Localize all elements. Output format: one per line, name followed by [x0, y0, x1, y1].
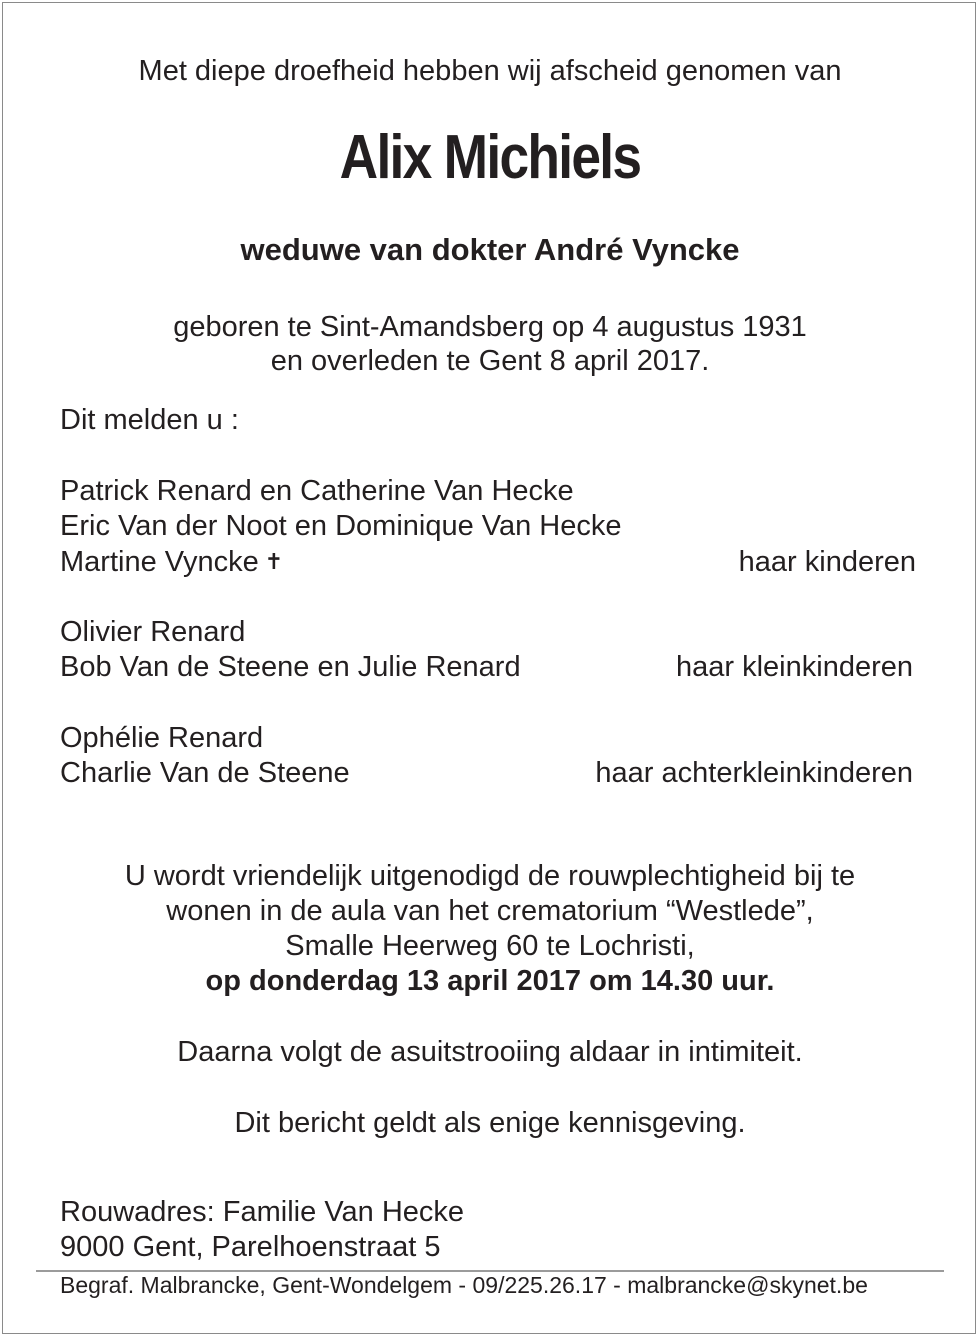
children-relation: haar kinderen [738, 546, 916, 578]
deceased-name: Alix Michiels [339, 123, 641, 192]
address-line: Rouwadres: Familie Van Hecke [60, 1196, 465, 1228]
intro-line: Met diepe droefheid hebben wij afscheid genomen van [138, 55, 842, 87]
invitation-line: Smalle Heerweg 60 te Lochristi, [285, 930, 695, 962]
widow-line: weduwe van dokter André Vyncke [240, 232, 740, 267]
footer-undertaker: Begraf. Malbrancke, Gent-Wondelgem - 09/225.26.17 - malbrancke@skynet.be [60, 1272, 868, 1298]
grandchild-name: Olivier Renard [60, 616, 246, 648]
child-name: Martine Vyncke [60, 546, 259, 578]
ceremony-date: op donderdag 13 april 2017 om 14.30 uur. [205, 965, 775, 997]
great-grandchild-name: Charlie Van de Steene [60, 757, 350, 789]
cross-icon: ✝ [264, 549, 284, 574]
notice-line: Dit bericht geldt als enige kennisgeving. [234, 1107, 746, 1139]
great-grandchildren-relation: haar achterkleinkinderen [595, 757, 913, 789]
grandchildren-relation: haar kleinkinderen [676, 651, 913, 683]
announcers-intro: Dit melden u : [60, 404, 239, 436]
invitation-line: U wordt vriendelijk uitgenodigd de rouwplechtigheid bij te [124, 860, 856, 892]
address-line: 9000 Gent, Parelhoenstraat 5 [60, 1231, 441, 1263]
child-name-deceased [60, 545, 283, 581]
child-name: Eric Van der Noot en Dominique Van Hecke [60, 510, 622, 542]
child-name: Patrick Renard en Catherine Van Hecke [60, 475, 574, 507]
grandchild-name: Bob Van de Steene en Julie Renard [60, 651, 521, 683]
birth-line: geboren te Sint-Amandsberg op 4 augustus 1931 [173, 311, 807, 343]
after-ceremony-line: Daarna volgt de asuitstrooiing aldaar in intimiteit. [177, 1036, 803, 1068]
invitation-line: wonen in de aula van het crematorium “Westlede”, [166, 895, 814, 927]
death-line: en overleden te Gent 8 april 2017. [270, 345, 710, 377]
great-grandchild-name: Ophélie Renard [60, 722, 264, 754]
